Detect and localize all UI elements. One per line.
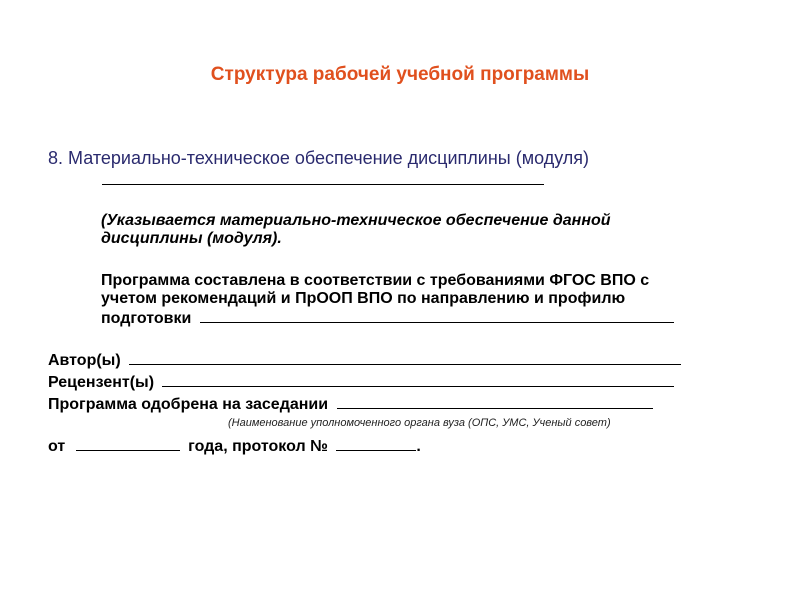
program-line-3 xyxy=(101,308,674,328)
approval-body-field[interactable] xyxy=(337,394,653,409)
author-row xyxy=(48,350,681,370)
approval-body-caption: (Наименование уполномоченного органа вуза (ОПС, УМС, Ученый совет) xyxy=(228,417,611,429)
author-field[interactable] xyxy=(129,350,681,365)
instruction-note xyxy=(101,212,611,248)
instruction-note-line-2: дисциплины (модуля). xyxy=(101,230,282,247)
profile-label: подготовки xyxy=(101,310,192,327)
date-protocol-row xyxy=(48,436,421,456)
approved-label: Программа одобрена на заседании xyxy=(48,396,329,413)
program-compliance-text xyxy=(101,272,674,328)
program-line-2: учетом рекомендаций и ПрООП ВПО по направлению и профилю xyxy=(101,290,626,307)
instruction-note-line-1: (Указывается материально-техническое обеспечение данной xyxy=(101,212,611,229)
section-heading: 8. Материально-техническое обеспечение дисциплины (модуля) xyxy=(48,148,590,168)
date-field[interactable] xyxy=(76,436,180,451)
reviewer-label: Рецензент(ы) xyxy=(48,374,155,391)
year-protocol-label: года, протокол № xyxy=(188,438,328,455)
protocol-number-field[interactable] xyxy=(336,436,416,451)
section-blank-line[interactable] xyxy=(102,184,544,185)
profile-field[interactable] xyxy=(200,308,674,323)
reviewer-row xyxy=(48,372,674,392)
end-period: . xyxy=(416,438,421,455)
page-title: Структура рабочей учебной программы xyxy=(210,64,590,85)
from-label: от xyxy=(48,438,66,455)
author-label: Автор(ы) xyxy=(48,352,121,369)
program-line-1: Программа составлена в соответствии с требованиями ФГОС ВПО с xyxy=(101,272,650,289)
approved-row xyxy=(48,394,653,414)
reviewer-field[interactable] xyxy=(162,372,674,387)
